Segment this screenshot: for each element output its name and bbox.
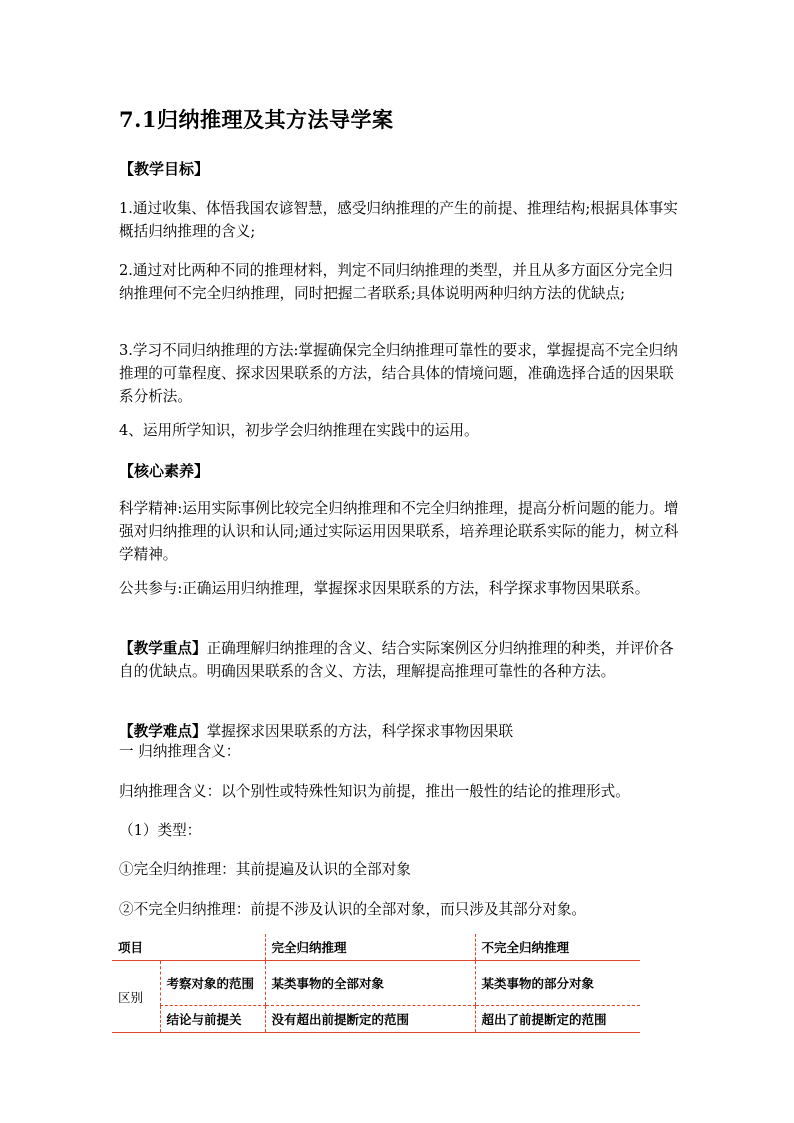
row-complete: 某类事物的全部对象 [265, 961, 475, 1006]
key-points [119, 637, 679, 683]
group-label: 区别 [112, 961, 160, 1033]
table-row [112, 961, 640, 1006]
row-incomplete: 某类事物的部分对象 [475, 961, 640, 1006]
key-label: 【教学重点】 [119, 640, 207, 657]
core-heading: 【核心素养】 [119, 462, 210, 480]
goal-4: 4、运用所学知识，初步学会归纳推理在实践中的运用。 [119, 422, 479, 439]
goal-2: 2.通过对比两种不同的推理材料，判定不同归纳推理的类型，并且从多方面区分完全归纳推理何不完全归纳推理，同时把握二者联系;具体说明两种归纳方法的优缺点; [119, 262, 673, 302]
goal-3: 3.学习不同归纳推理的方法:掌握确保完全归纳推理可靠性的要求，掌握提高不完全归纳推理的可靠程度、探求因果联系的方法，结合具体的情境问题，准确选择合适的因果联系分析法。 [119, 342, 678, 405]
row-item: 结论与前提关 [160, 1006, 265, 1033]
diff-text: 掌握探求因果联系的方法，科学探求事物因果联 [206, 723, 514, 740]
type-1: ①完全归纳推理：其前提遍及认识的全部对象 [119, 861, 411, 878]
table-row [112, 1006, 640, 1033]
definition: 归纳推理含义：以个别性或特殊性知识为前提，推出一般性的结论的推理形式。 [119, 783, 630, 800]
core-1: 科学精神:运用实际事例比较完全归纳推理和不完全归纳推理，提高分析问题的能力。增强对归纳推理的认识和认同;通过实际运用因果联系，培养理论联系实际的能力，树立科学精神。 [119, 500, 679, 563]
page-title: 7.1归纳推理及其方法导学案 [119, 107, 394, 132]
header-item: 项目 [112, 934, 265, 961]
row-item: 考察对象的范围 [160, 961, 265, 1006]
row-complete: 没有超出前提断定的范围 [265, 1006, 475, 1033]
diff-label: 【教学难点】 [119, 723, 207, 740]
core-2: 公共参与:正确运用归纳推理，掌握探求因果联系的方法，科学探求事物因果联系。 [119, 580, 650, 597]
goal-1: 1.通过收集、体悟我国农谚智慧，感受归纳推理的产生的前提、推理结构;根据具体事实概括归纳推理的含义; [119, 200, 678, 240]
header-complete: 完全归纳推理 [265, 934, 475, 961]
table-header-row [112, 934, 640, 961]
type-heading: （1）类型： [119, 822, 202, 839]
sub-heading-1: 一 归纳推理含义： [119, 743, 241, 760]
row-incomplete: 超出了前提断定的范围 [475, 1006, 640, 1033]
type-2: ②不完全归纳推理：前提不涉及认识的全部对象，而只涉及其部分对象。 [119, 901, 587, 918]
goals-heading: 【教学目标】 [119, 160, 210, 178]
key-text: 正确理解归纳推理的含义、结合实际案例区分归纳推理的种类，并评价各自的优缺点。明确因果联系的含义、方法，理解提高推理可靠性的各种方法。 [119, 640, 674, 680]
header-incomplete: 不完全归纳推理 [475, 934, 640, 961]
comparison-table [112, 934, 640, 1033]
